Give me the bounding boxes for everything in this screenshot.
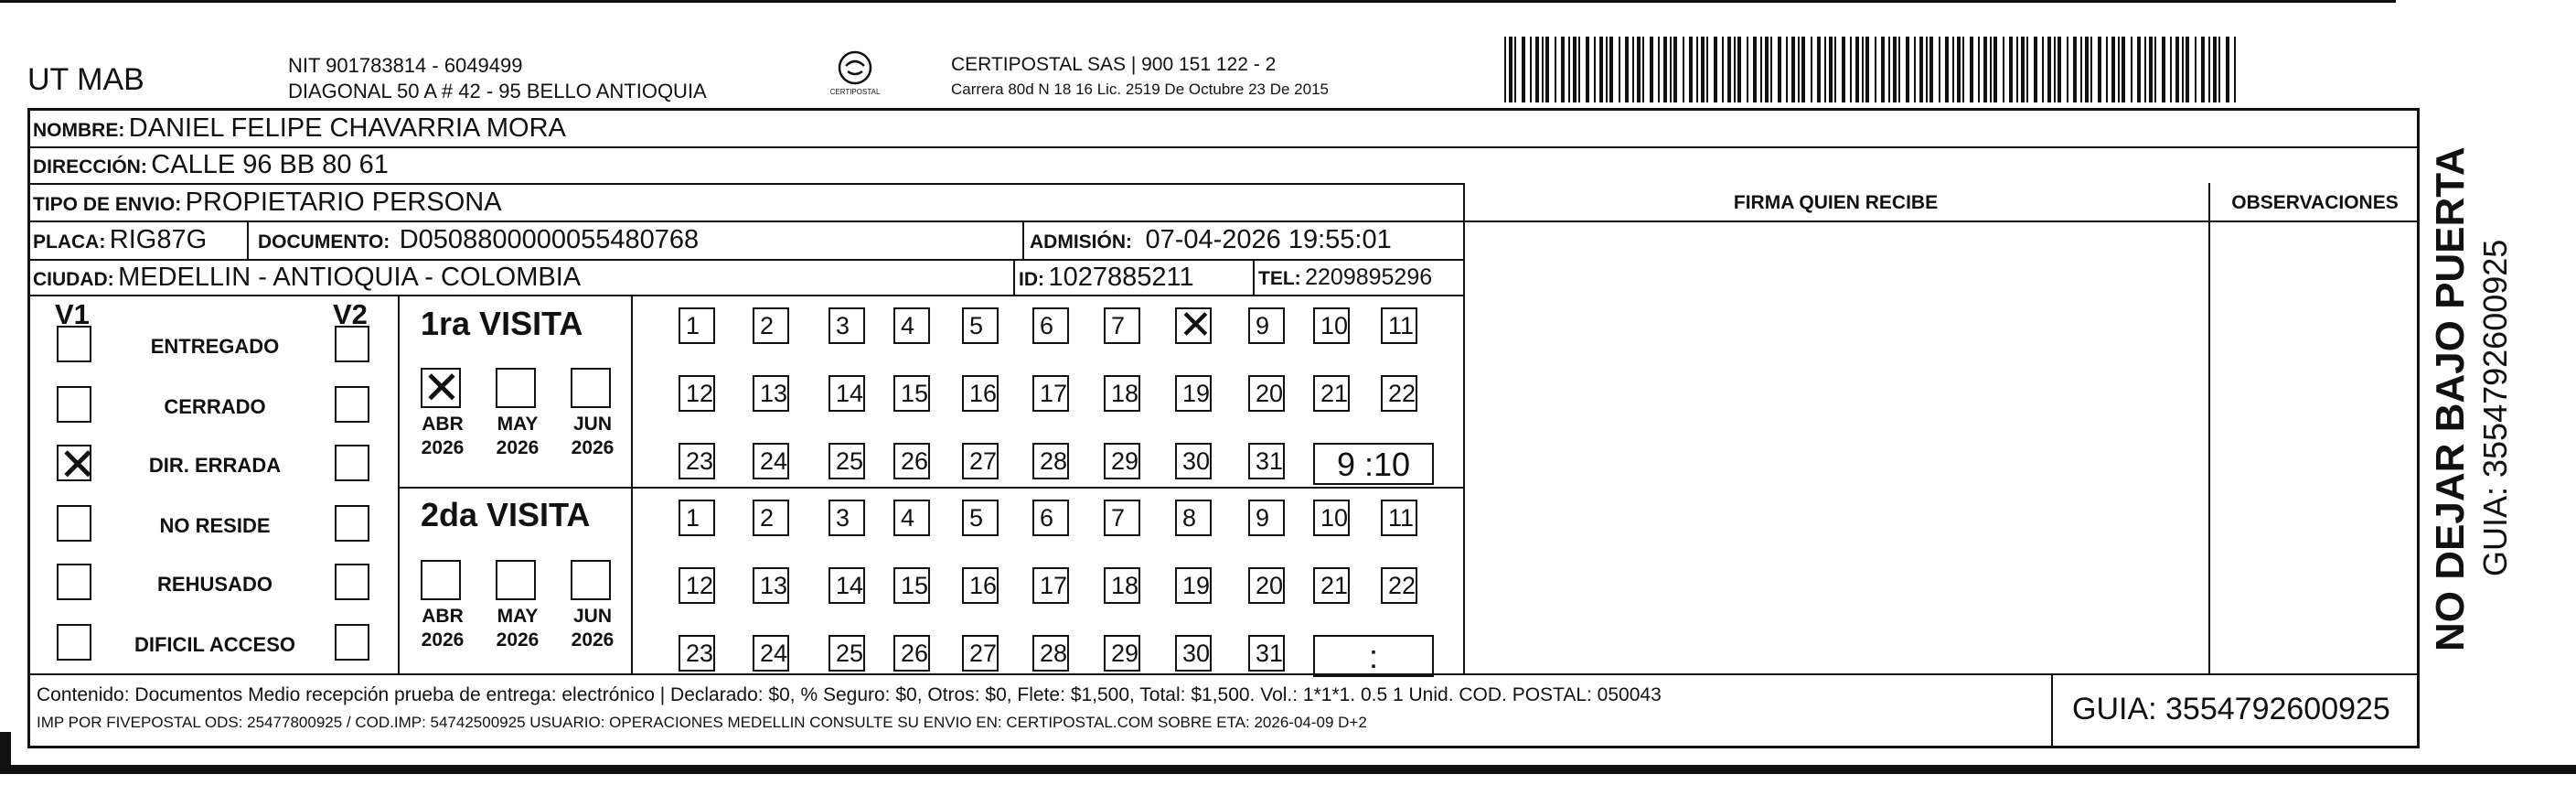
side-guia: GUIA: 3554792600925	[2476, 239, 2514, 576]
first-month-box-2[interactable]	[571, 368, 611, 408]
v1-checkbox-3[interactable]	[57, 505, 91, 542]
status-label-2: DIR. ERRADA	[148, 454, 282, 477]
ciudad-value: MEDELLIN - ANTIOQUIA - COLOMBIA	[118, 263, 582, 292]
second-day-31[interactable]: 31	[1248, 635, 1285, 672]
second-month-box-1[interactable]	[496, 560, 536, 600]
status-label-3: NO RESIDE	[159, 514, 271, 537]
first-day-19[interactable]: 19	[1175, 375, 1212, 412]
first-day-5[interactable]: 5	[962, 307, 999, 344]
second-day-2[interactable]: 2	[753, 500, 789, 536]
v2-checkbox-5[interactable]	[335, 624, 369, 661]
first-month-box-0[interactable]: ✕	[422, 362, 461, 414]
second-day-12[interactable]: 12	[679, 567, 715, 604]
placa-label: PLACA:	[33, 231, 106, 253]
observaciones-header: OBSERVACIONES	[2231, 192, 2399, 213]
second-day-30[interactable]: 30	[1175, 635, 1212, 672]
second-month-box-0[interactable]	[421, 560, 461, 600]
first-day-31[interactable]: 31	[1248, 443, 1285, 479]
second-month-label-2: JUN	[572, 606, 612, 627]
second-day-18[interactable]: 18	[1104, 567, 1140, 604]
v2-checkbox-3[interactable]	[335, 505, 369, 542]
certipostal-line1: CERTIPOSTAL SAS | 900 151 122 - 2	[951, 54, 1277, 75]
second-year-label-2: 2026	[571, 629, 615, 651]
first-month-label-1: MAY	[497, 414, 539, 435]
first-day-6[interactable]: 6	[1032, 307, 1069, 344]
second-day-6[interactable]: 6	[1032, 500, 1069, 536]
second-day-20[interactable]: 20	[1248, 567, 1285, 604]
first-month-label-2: JUN	[572, 414, 612, 435]
second-day-5[interactable]: 5	[962, 500, 999, 536]
nombre-label: NOMBRE:	[33, 120, 125, 141]
footer-guia: GUIA: 3554792600925	[2072, 692, 2390, 726]
first-day-15[interactable]: 15	[893, 375, 930, 412]
second-day-24[interactable]: 24	[753, 635, 789, 672]
second-year-label-1: 2026	[496, 629, 540, 651]
status-label-1: CERRADO	[164, 395, 266, 418]
first-day-23[interactable]: 23	[679, 443, 715, 479]
first-day-27[interactable]: 27	[962, 443, 999, 479]
second-day-15[interactable]: 15	[893, 567, 930, 604]
first-day-4[interactable]: 4	[893, 307, 930, 344]
v1-checkbox-2[interactable]: ✕	[59, 439, 97, 490]
second-month-box-2[interactable]	[571, 560, 611, 600]
first-day-2[interactable]: 2	[753, 307, 789, 344]
v1-checkbox-5[interactable]	[57, 624, 91, 661]
nit: NIT 901783814 - 6049499	[288, 54, 523, 77]
direccion-row	[33, 150, 389, 180]
admision-label: ADMISIÓN:	[1030, 231, 1132, 253]
admision-value: 07-04-2026 19:55:01	[1145, 225, 1392, 254]
first-day-9[interactable]: 9	[1248, 307, 1285, 344]
first-day-29[interactable]: 29	[1104, 443, 1140, 479]
first-day-16[interactable]: 16	[962, 375, 999, 412]
first-day-17[interactable]: 17	[1032, 375, 1069, 412]
tel-value: 2209895296	[1305, 264, 1433, 290]
first-day-20[interactable]: 20	[1248, 375, 1285, 412]
second-day-13[interactable]: 13	[753, 567, 789, 604]
nombre-row	[33, 113, 566, 144]
v2-checkbox-2[interactable]	[335, 445, 369, 481]
v1-checkbox-1[interactable]	[57, 386, 91, 423]
first-day-12[interactable]: 12	[679, 375, 715, 412]
first-day-1[interactable]: 1	[679, 307, 715, 344]
first-day-13[interactable]: 13	[753, 375, 789, 412]
second-time-box[interactable]: :	[1313, 635, 1434, 677]
second-day-27[interactable]: 27	[962, 635, 999, 672]
first-day-24[interactable]: 24	[753, 443, 789, 479]
first-day-8[interactable]: ✕	[1175, 307, 1212, 344]
first-day-25[interactable]: 25	[828, 443, 865, 479]
first-day-21[interactable]: 21	[1313, 375, 1350, 412]
first-month-label-0: ABR	[422, 414, 464, 435]
second-day-29[interactable]: 29	[1104, 635, 1140, 672]
sender-address: DIAGONAL 50 A # 42 - 95 BELLO ANTIOQUIA	[288, 80, 707, 102]
ciudad-label: CIUDAD:	[33, 269, 114, 290]
first-year-label-0: 2026	[421, 437, 465, 458]
first-day-28[interactable]: 28	[1032, 443, 1069, 479]
v2-checkbox-1[interactable]	[335, 386, 369, 423]
v1-label: V1	[55, 298, 90, 330]
first-day-22[interactable]: 22	[1381, 375, 1417, 412]
tel-label: TEL:	[1258, 268, 1301, 289]
second-day-23[interactable]: 23	[679, 635, 715, 672]
second-day-28[interactable]: 28	[1032, 635, 1069, 672]
second-day-19[interactable]: 19	[1175, 567, 1212, 604]
certipostal-line2: Carrera 80d N 18 16 Lic. 2519 De Octubre 23 De 2015	[951, 81, 1329, 98]
second-month-label-0: ABR	[422, 606, 464, 627]
v2-label: V2	[333, 298, 368, 330]
first-day-26[interactable]: 26	[893, 443, 930, 479]
v2-checkbox-0[interactable]	[335, 326, 369, 362]
id-value: 1027885211	[1048, 263, 1194, 292]
placa-value: RIG87G	[109, 225, 208, 254]
barcode	[1504, 37, 2240, 102]
second-day-9[interactable]: 9	[1248, 500, 1285, 536]
nombre-value: DANIEL FELIPE CHAVARRIA MORA	[128, 113, 566, 143]
first-month-box-1[interactable]	[496, 368, 536, 408]
direccion-value: CALLE 96 BB 80 61	[151, 150, 389, 179]
second-day-4[interactable]: 4	[893, 500, 930, 536]
status-label-4: REHUSADO	[157, 573, 273, 596]
first-day-11[interactable]: 11	[1381, 307, 1417, 344]
footer-imp: IMP POR FIVEPOSTAL ODS: 25477800925 / COD.IMP: 54742500925 USUARIO: OPERACIONES MEDELLIN CONSULTE SU ENVIO EN: CERTIPOSTAL.COM SOBRE ETA: 2026-04-09 D+2	[37, 714, 1367, 731]
second-day-22[interactable]: 22	[1381, 567, 1417, 604]
second-day-16[interactable]: 16	[962, 567, 999, 604]
second-day-10[interactable]: 10	[1313, 500, 1350, 536]
company-name: UT MAB	[27, 62, 144, 97]
second-day-14[interactable]: 14	[828, 567, 865, 604]
documento-row	[258, 225, 699, 255]
second-day-21[interactable]: 21	[1313, 567, 1350, 604]
footer-contenido: Contenido: Documentos Medio recepción prueba de entrega: electrónico | Declarado: $0, % Seguro: $0, Otros: $0, Flete: $1,500, Total: $1,500. Vol.: 1*1*1. 0.5 1 Unid. COD. POSTAL: 050043	[37, 684, 1662, 705]
top-border	[0, 0, 2396, 3]
documento-value: D0508800000055480768	[399, 225, 700, 254]
bottom-border	[9, 765, 2576, 774]
ciudad-row	[33, 263, 581, 293]
first-visit-label: 1ra VISITA	[421, 305, 583, 342]
second-day-8[interactable]: 8	[1175, 500, 1212, 536]
first-day-30[interactable]: 30	[1175, 443, 1212, 479]
second-day-1[interactable]: 1	[679, 500, 715, 536]
first-day-10[interactable]: 10	[1313, 307, 1350, 344]
documento-label: DOCUMENTO:	[258, 231, 390, 253]
direccion-label: DIRECCIÓN:	[33, 156, 147, 177]
admision-row	[1030, 225, 1392, 255]
second-day-25[interactable]: 25	[828, 635, 865, 672]
second-day-7[interactable]: 7	[1104, 500, 1140, 536]
bottom-left-mark	[0, 732, 11, 774]
second-day-17[interactable]: 17	[1032, 567, 1069, 604]
second-year-label-0: 2026	[421, 629, 465, 651]
placa-row	[33, 225, 207, 255]
tipo-envio-label: TIPO DE ENVIO:	[33, 194, 182, 215]
tipo-envio-row	[33, 188, 502, 218]
first-day-18[interactable]: 18	[1104, 375, 1140, 412]
v2-checkbox-4[interactable]	[335, 564, 369, 600]
first-day-3[interactable]: 3	[828, 307, 865, 344]
id-row	[1019, 263, 1194, 293]
first-day-14[interactable]: 14	[828, 375, 865, 412]
second-day-26[interactable]: 26	[893, 635, 930, 672]
status-label-5: DIFICIL ACCESO	[134, 633, 295, 656]
first-year-label-1: 2026	[496, 437, 540, 458]
second-month-label-1: MAY	[497, 606, 539, 627]
second-day-3[interactable]: 3	[828, 500, 865, 536]
second-visit-label: 2da VISITA	[421, 496, 591, 533]
first-day-7[interactable]: 7	[1104, 307, 1140, 344]
tipo-envio-value: PROPIETARIO PERSONA	[185, 188, 502, 217]
firma-header: FIRMA QUIEN RECIBE	[1733, 192, 1939, 213]
certipostal-logo: CERTIPOSTAL	[828, 48, 882, 104]
second-day-11[interactable]: 11	[1381, 500, 1417, 536]
v1-checkbox-4[interactable]	[57, 564, 91, 600]
id-label: ID:	[1019, 269, 1044, 290]
first-year-label-2: 2026	[571, 437, 615, 458]
v1-checkbox-0[interactable]	[57, 326, 91, 362]
tel-row	[1258, 264, 1432, 291]
first-time-box[interactable]: 9 :10	[1313, 443, 1434, 485]
no-dejar-bajo-puerta: NO DEJAR BAJO PUERTA	[2428, 146, 2473, 651]
status-label-0: ENTREGADO	[150, 335, 280, 358]
